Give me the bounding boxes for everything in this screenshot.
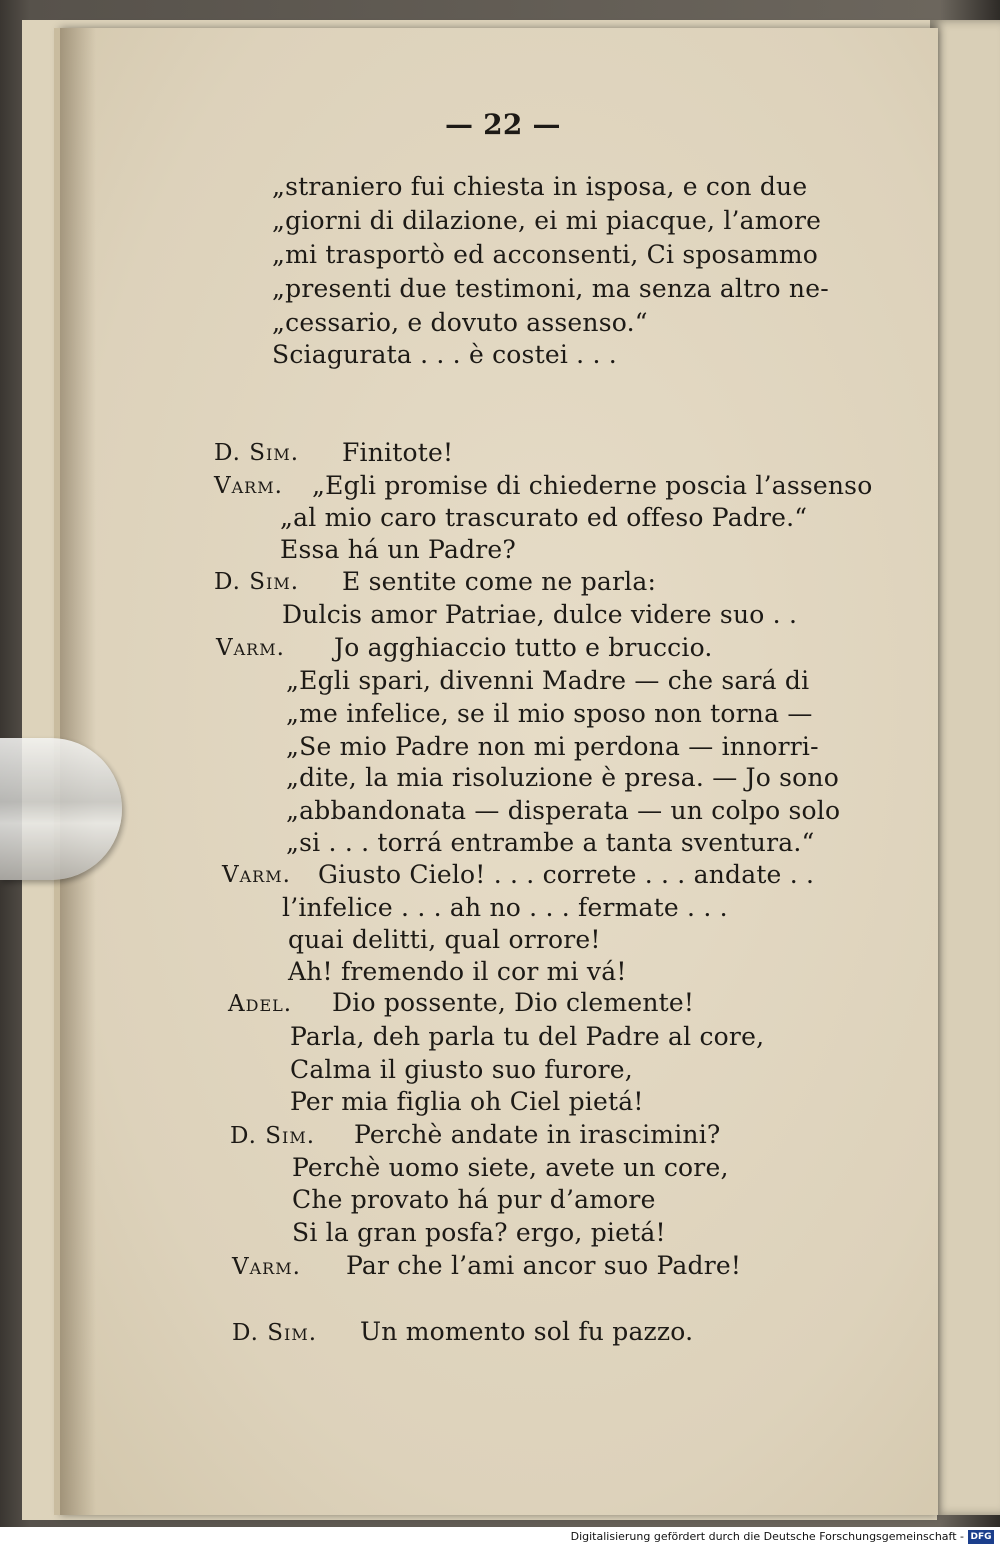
dialogue-line: Par che l’ami ancor suo Padre! — [346, 1251, 742, 1280]
dialogue-line: Jo agghiaccio tutto e bruccio. — [334, 633, 713, 662]
speaker-name: Varm. — [214, 473, 283, 499]
speaker-name: D. Sim. — [230, 1123, 316, 1149]
speaker-name: D. Sim. — [214, 569, 300, 595]
dialogue-line: quai delitti, qual orrore! — [288, 925, 601, 954]
dialogue-line: „dite, la mia risoluzione è presa. — Jo sono — [286, 763, 839, 792]
paragraph-line: „straniero fui chiesta in isposa, e con due — [272, 172, 808, 201]
dialogue-line: „Egli spari, divenni Madre — che sará di — [286, 666, 810, 695]
paragraph-line: „mi trasportò ed acconsenti, Ci sposammo — [272, 240, 819, 269]
paragraph-line: „giorni di dilazione, ei mi piacque, l’amore — [272, 206, 822, 235]
paragraph-line: Sciagurata . . . è costei . . . — [272, 340, 617, 369]
speaker-name: D. Sim. — [232, 1320, 318, 1346]
page-number: — 22 — — [445, 108, 561, 141]
dialogue-line: „abbandonata — disperata — un colpo solo — [286, 796, 841, 825]
dialogue-line: Giusto Cielo! . . . correte . . . andate . . — [318, 860, 815, 889]
speaker-name: D. Sim. — [214, 440, 300, 466]
dialogue-line: Finitote! — [342, 438, 454, 467]
speaker-name: Varm. — [216, 635, 285, 661]
speaker-name: Varm. — [232, 1254, 301, 1280]
dialogue-line: Parla, deh parla tu del Padre al core, — [290, 1022, 765, 1051]
footer-credit: Digitalisierung gefördert durch die Deutsche Forschungsgemeinschaft - — [570, 1530, 964, 1543]
dialogue-line: E sentite come ne parla: — [342, 567, 657, 596]
next-page-edge — [930, 20, 1000, 1515]
dialogue-line: „si . . . torrá entrambe a tanta sventura.“ — [286, 828, 815, 857]
dialogue-line: „me infelice, se il mio sposo non torna — — [286, 699, 813, 728]
dialogue-line: Un momento sol fu pazzo. — [360, 1317, 694, 1346]
dialogue-line: Dio possente, Dio clemente! — [332, 988, 695, 1017]
dialogue-line: Essa há un Padre? — [280, 535, 517, 564]
paragraph-line: „cessario, e dovuto assenso.“ — [272, 308, 648, 337]
dialogue-line: Si la gran posfa? ergo, pietá! — [292, 1218, 666, 1247]
paragraph-line: „presenti due testimoni, ma senza altro ne- — [272, 274, 829, 303]
dfg-logo: DFG — [968, 1530, 994, 1544]
dialogue-line: Calma il giusto suo furore, — [290, 1055, 633, 1084]
dialogue-line: „Egli promise di chiederne poscia l’assenso — [312, 471, 873, 500]
speaker-name: Adel. — [228, 991, 293, 1017]
dialogue-line: Per mia figlia oh Ciel pietá! — [290, 1087, 644, 1116]
dialogue-line: Che provato há pur d’amore — [292, 1185, 656, 1214]
dialogue-line: Dulcis amor Patriae, dulce videre suo . . — [282, 600, 798, 629]
dialogue-line: Perchè uomo siete, avete un core, — [292, 1153, 729, 1182]
dialogue-line: Ah! fremendo il cor mi vá! — [288, 957, 627, 986]
dialogue-line: „Se mio Padre non mi perdona — innorri- — [286, 732, 819, 761]
dialogue-line: Perchè andate in irascimini? — [354, 1120, 721, 1149]
dialogue-line: l’infelice . . . ah no . . . fermate . . . — [282, 893, 728, 922]
dialogue-line: „al mio caro trascurato ed offeso Padre.“ — [280, 503, 808, 532]
speaker-name: Varm. — [222, 862, 291, 888]
